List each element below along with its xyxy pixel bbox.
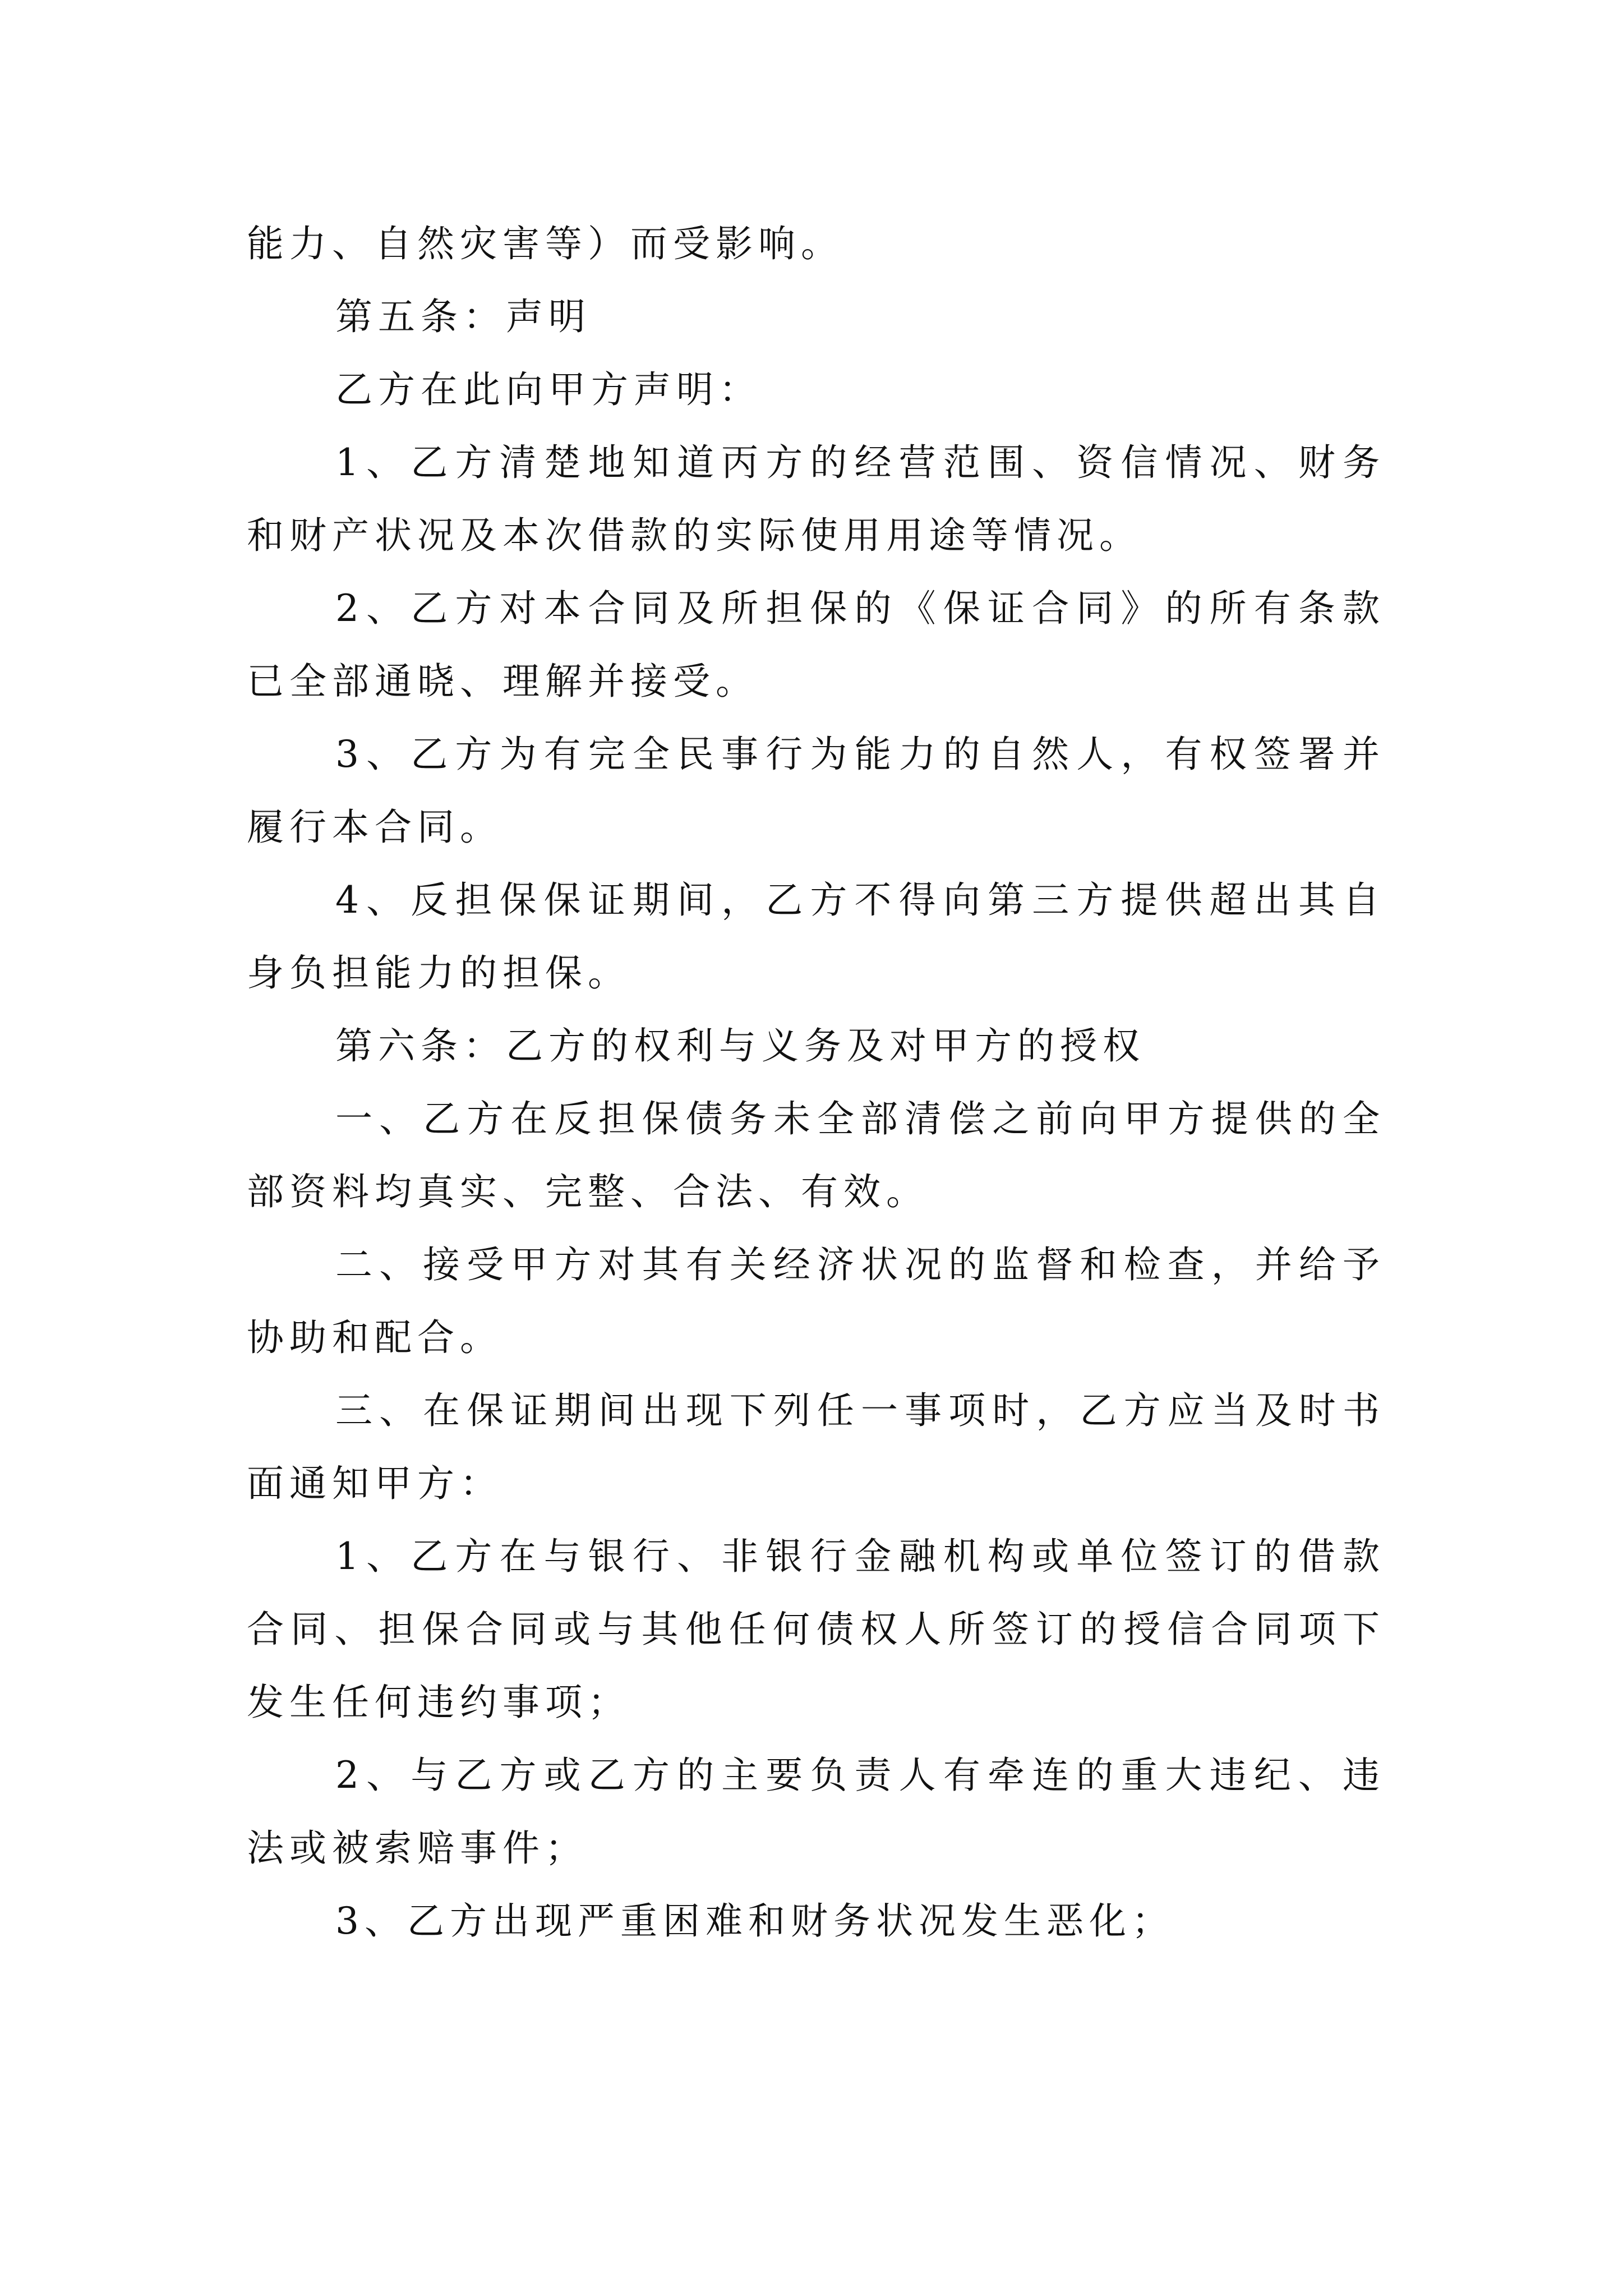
list-item: 二、接受甲方对其有关经济状况的监督和检查，并给予协助和配合。 [247, 1243, 1385, 1359]
list-item: 2、乙方对本合同及所担保的《保证合同》的所有条款已全部通晓、理解并接受。 [247, 587, 1385, 703]
article-heading-6: 第六条：乙方的权利与义务及对甲方的授权 [335, 1024, 1145, 1068]
paragraph: 乙方在此向甲方声明： [335, 368, 762, 411]
list-item: 3、乙方为有完全民事行为能力的自然人，有权签署并履行本合同。 [247, 733, 1385, 849]
list-item: 三、在保证期间出现下列任一事项时，乙方应当及时书面通知甲方： [247, 1389, 1385, 1505]
document-body [247, 208, 1385, 1958]
list-item: 3、乙方出现严重困难和财务状况发生恶化； [335, 1899, 1174, 1943]
list-item: 4、反担保保证期间，乙方不得向第三方提供超出其自身负担能力的担保。 [247, 878, 1385, 995]
list-item: 1、乙方在与银行、非银行金融机构或单位签订的借款合同、担保合同或与其他任何债权人所签订的授信合同项下发生任何违约事项； [247, 1535, 1385, 1724]
article-heading-5: 第五条：声明 [335, 295, 591, 338]
list-item: 一、乙方在反担保债务未全部清偿之前向甲方提供的全部资料均真实、完整、合法、有效。 [247, 1097, 1385, 1213]
list-item: 1、乙方清楚地知道丙方的经营范围、资信情况、财务和财产状况及本次借款的实际使用用途等情况。 [247, 441, 1385, 557]
paragraph-continuation: 能力、自然灾害等）而受影响。 [247, 222, 843, 265]
list-item: 2、与乙方或乙方的主要负责人有牵连的重大违纪、违法或被索赔事件； [247, 1754, 1385, 1870]
